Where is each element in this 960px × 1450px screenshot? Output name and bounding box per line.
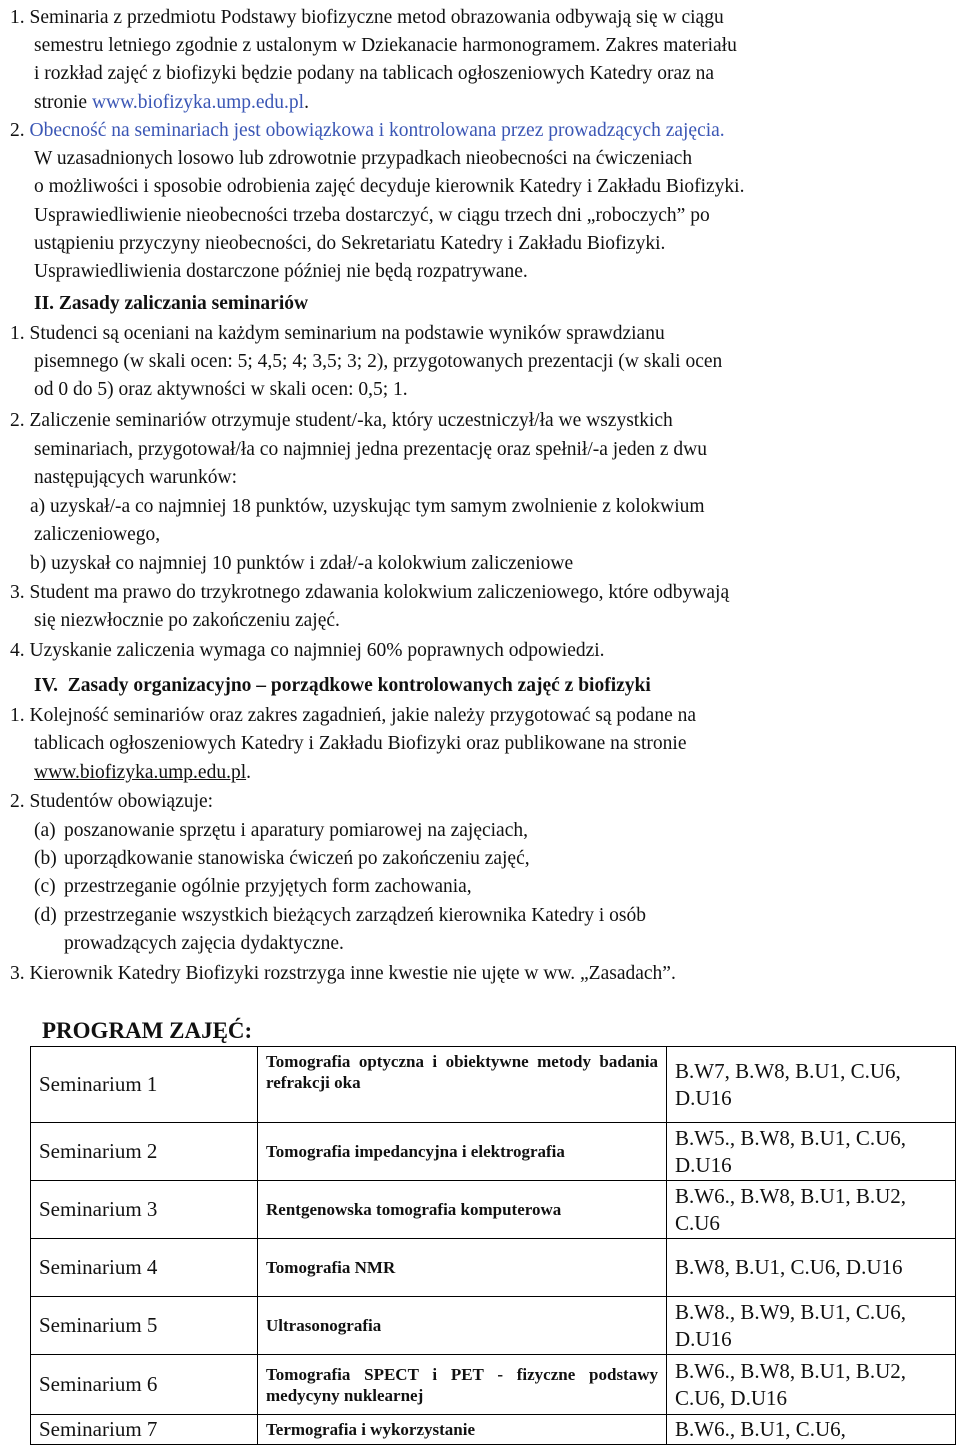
paragraph-2-line-6: Usprawiedliwienia dostarczone później nie będą rozpatrywane. [34,261,528,282]
seminar-codes: B.W6., B.W8, B.U1, B.U2, C.U6 [667,1181,956,1239]
rule-label: (a) [34,820,56,841]
paragraph-2-line-2: W uzasadnionych losowo lub zdrowotnie przypadkach nieobecności na ćwiczeniach [34,148,693,169]
paragraph-2-line-4: Usprawiedliwienie nieobecności trzeba dostarczyć, w ciągu trzech dni „roboczych” po [34,205,710,226]
section-2-item-1-line-3: od 0 do 5) oraz aktywności w skali ocen: 0,5; 1. [34,379,408,400]
paragraph-1-line-3: i rozkład zajęć z biofizyki będzie podany na tablicach ogłoszeniowych Katedry oraz na [34,63,715,84]
item-number: 4. [10,640,30,661]
item-number: 1. [10,323,30,344]
section-2-item-4 [10,637,605,665]
seminar-name: Seminarium 6 [31,1355,258,1415]
section-4-item-3: 3. Kierownik Katedry Biofizyki rozstrzyga inne kwestie nie ujęte w ww. „Zasadach”. [10,963,676,984]
attendance-statement: Obecność na seminariach jest obowiązkowa i kontrolowana przez prowadzących zajęcia. [29,120,725,141]
table-row [31,1239,956,1297]
text-prefix: stronie [34,92,92,113]
heading-text: Zasady organizacyjno – porządkowe kontrolowanych zajęć z biofizyki [67,675,651,696]
rule-text: poszanowanie sprzętu i aparatury pomiarowej na zajęciach, [64,820,528,841]
rule-c [34,873,472,901]
table-row [31,1355,956,1415]
seminar-name: Seminarium 4 [31,1239,258,1297]
table-row [31,1047,956,1123]
rule-text: przestrzeganie ogólnie przyjętych form zachowania, [64,876,472,897]
item-text: Student ma prawo do trzykrotnego zdawania kolokwium zaliczeniowego, które odbywają [29,582,730,603]
paragraph-2-line-3: o możliwości i sposobie odrobienia zajęć decyduje kierownik Katedry i Zakładu Biofizyki. [34,176,745,197]
condition-a-line-2: zaliczeniowego, [34,524,161,545]
item-text: Studenci są oceniani na każdym seminarium na podstawie wyników sprawdzianu [29,323,665,344]
seminar-name: Seminarium 1 [31,1047,258,1123]
rule-text: uporządkowanie stanowiska ćwiczeń po zakończeniu zajęć, [64,848,530,869]
table-row [31,1415,956,1445]
paragraph-number: 2. [10,120,30,141]
rule-text: przestrzeganie wszystkich bieżących zarządzeń kierownika Katedry i osób [64,905,647,926]
rule-label: (b) [34,848,57,869]
program-title: PROGRAM ZAJĘĆ: [42,1018,253,1043]
section-4-item-1-line-1: 1. Kolejność seminariów oraz zakres zagadnień, jakie należy przygotować są podane na [10,705,697,726]
paragraph-2-line-5: ustąpieniu przyczyny nieobecności, do Sekretariatu Katedry i Zakładu Biofizyki. [34,233,666,254]
rule-b [34,845,530,873]
table-row [31,1181,956,1239]
paragraph-1-line-2: semestru letniego zgodnie z ustalonym w Dziekanacie harmonogramem. Zakres materiału [34,35,737,56]
section-2-item-3-line-1 [10,579,729,607]
section-2-item-2-line-3: następujących warunków: [34,467,238,488]
seminar-codes: B.W6., B.U1, C.U6, [667,1415,956,1445]
seminar-topic: Tomografia impedancyjna i elektrografia [258,1123,667,1181]
program-table [30,1046,956,1445]
section-2-item-2-line-1 [10,407,673,435]
website-link[interactable]: www.biofizyka.ump.edu.pl [34,762,247,783]
text-suffix: . [304,92,309,113]
seminar-topic: Rentgenowska tomografia komputerowa [258,1181,667,1239]
seminar-name: Seminarium 2 [31,1123,258,1181]
heading-number: IV. [34,675,59,696]
table-row [31,1123,956,1181]
item-number: 3. [10,582,30,603]
section-4-item-1-line-2: tablicach ogłoszeniowych Katedry i Zakładu Biofizyki oraz publikowane na stronie [34,733,687,754]
section-4-item-1-line-3 [34,759,251,787]
section-2-item-1-line-1 [10,320,665,348]
paragraph-2-line-1 [10,117,725,145]
item-text: Zaliczenie seminariów otrzymuje student/-ka, który uczestniczył/ła we wszystkich [29,410,673,431]
rule-label: (c) [34,876,56,897]
section-2-heading: II. Zasady zaliczania seminariów [34,293,309,314]
section-2-item-1-line-2: pisemnego (w skali ocen: 5; 4,5; 4; 3,5; 3; 2), przygotowanych prezentacji (w skali ocen [34,351,723,372]
condition-a-line-1: a) uzyskał/-a co najmniej 18 punktów, uzyskując tym samym zwolnienie z kolokwium [30,496,705,517]
seminar-codes: B.W5., B.W8, B.U1, C.U6, D.U16 [667,1123,956,1181]
website-link[interactable]: www.biofizyka.ump.edu.pl [91,92,305,113]
condition-b: b) uzyskał co najmniej 10 punktów i zdał/-a kolokwium zaliczeniowe [30,553,574,574]
table-row [31,1297,956,1355]
seminar-name: Seminarium 3 [31,1181,258,1239]
seminar-codes: B.W7, B.W8, B.U1, C.U6, D.U16 [667,1047,956,1123]
paragraph-1-line-4 [34,89,309,117]
section-4-heading [34,672,651,700]
text-suffix: . [246,762,251,783]
seminar-codes: B.W8, B.U1, C.U6, D.U16 [667,1239,956,1297]
rule-d-line-1 [34,902,646,930]
rule-a [34,817,528,845]
seminar-topic: Ultrasonografia [258,1297,667,1355]
seminar-topic: Termografia i wykorzystanie [258,1415,667,1445]
seminar-codes: B.W8., B.W9, B.U1, C.U6, D.U16 [667,1297,956,1355]
paragraph-1-line-1: 1. Seminaria z przedmiotu Podstawy biofizyczne metod obrazowania odbywają się w ciągu [10,7,724,28]
seminar-topic: Tomografia SPECT i PET - fizyczne podstawy medycyny nuklearnej [258,1355,667,1415]
seminar-name: Seminarium 5 [31,1297,258,1355]
section-2-item-3-line-2: się niezwłocznie po zakończeniu zajęć. [34,610,340,631]
rule-d-line-2: prowadzących zajęcia dydaktyczne. [64,933,344,954]
item-number: 2. [10,410,30,431]
section-2-item-2-line-2: seminariach, przygotował/ła co najmniej jedna prezentację oraz spełnił/-a jeden z dwu [34,439,707,460]
seminar-topic: Tomografia optyczna i obiektywne metody badania refrakcji oka [258,1047,667,1123]
seminar-codes: B.W6., B.W8, B.U1, B.U2, C.U6, D.U16 [667,1355,956,1415]
rule-label: (d) [34,905,57,926]
section-4-item-2: 2. Studentów obowiązuje: [10,791,214,812]
seminar-name: Seminarium 7 [31,1415,258,1445]
seminar-topic: Tomografia NMR [258,1239,667,1297]
item-text: Uzyskanie zaliczenia wymaga co najmniej 60% poprawnych odpowiedzi. [29,640,605,661]
